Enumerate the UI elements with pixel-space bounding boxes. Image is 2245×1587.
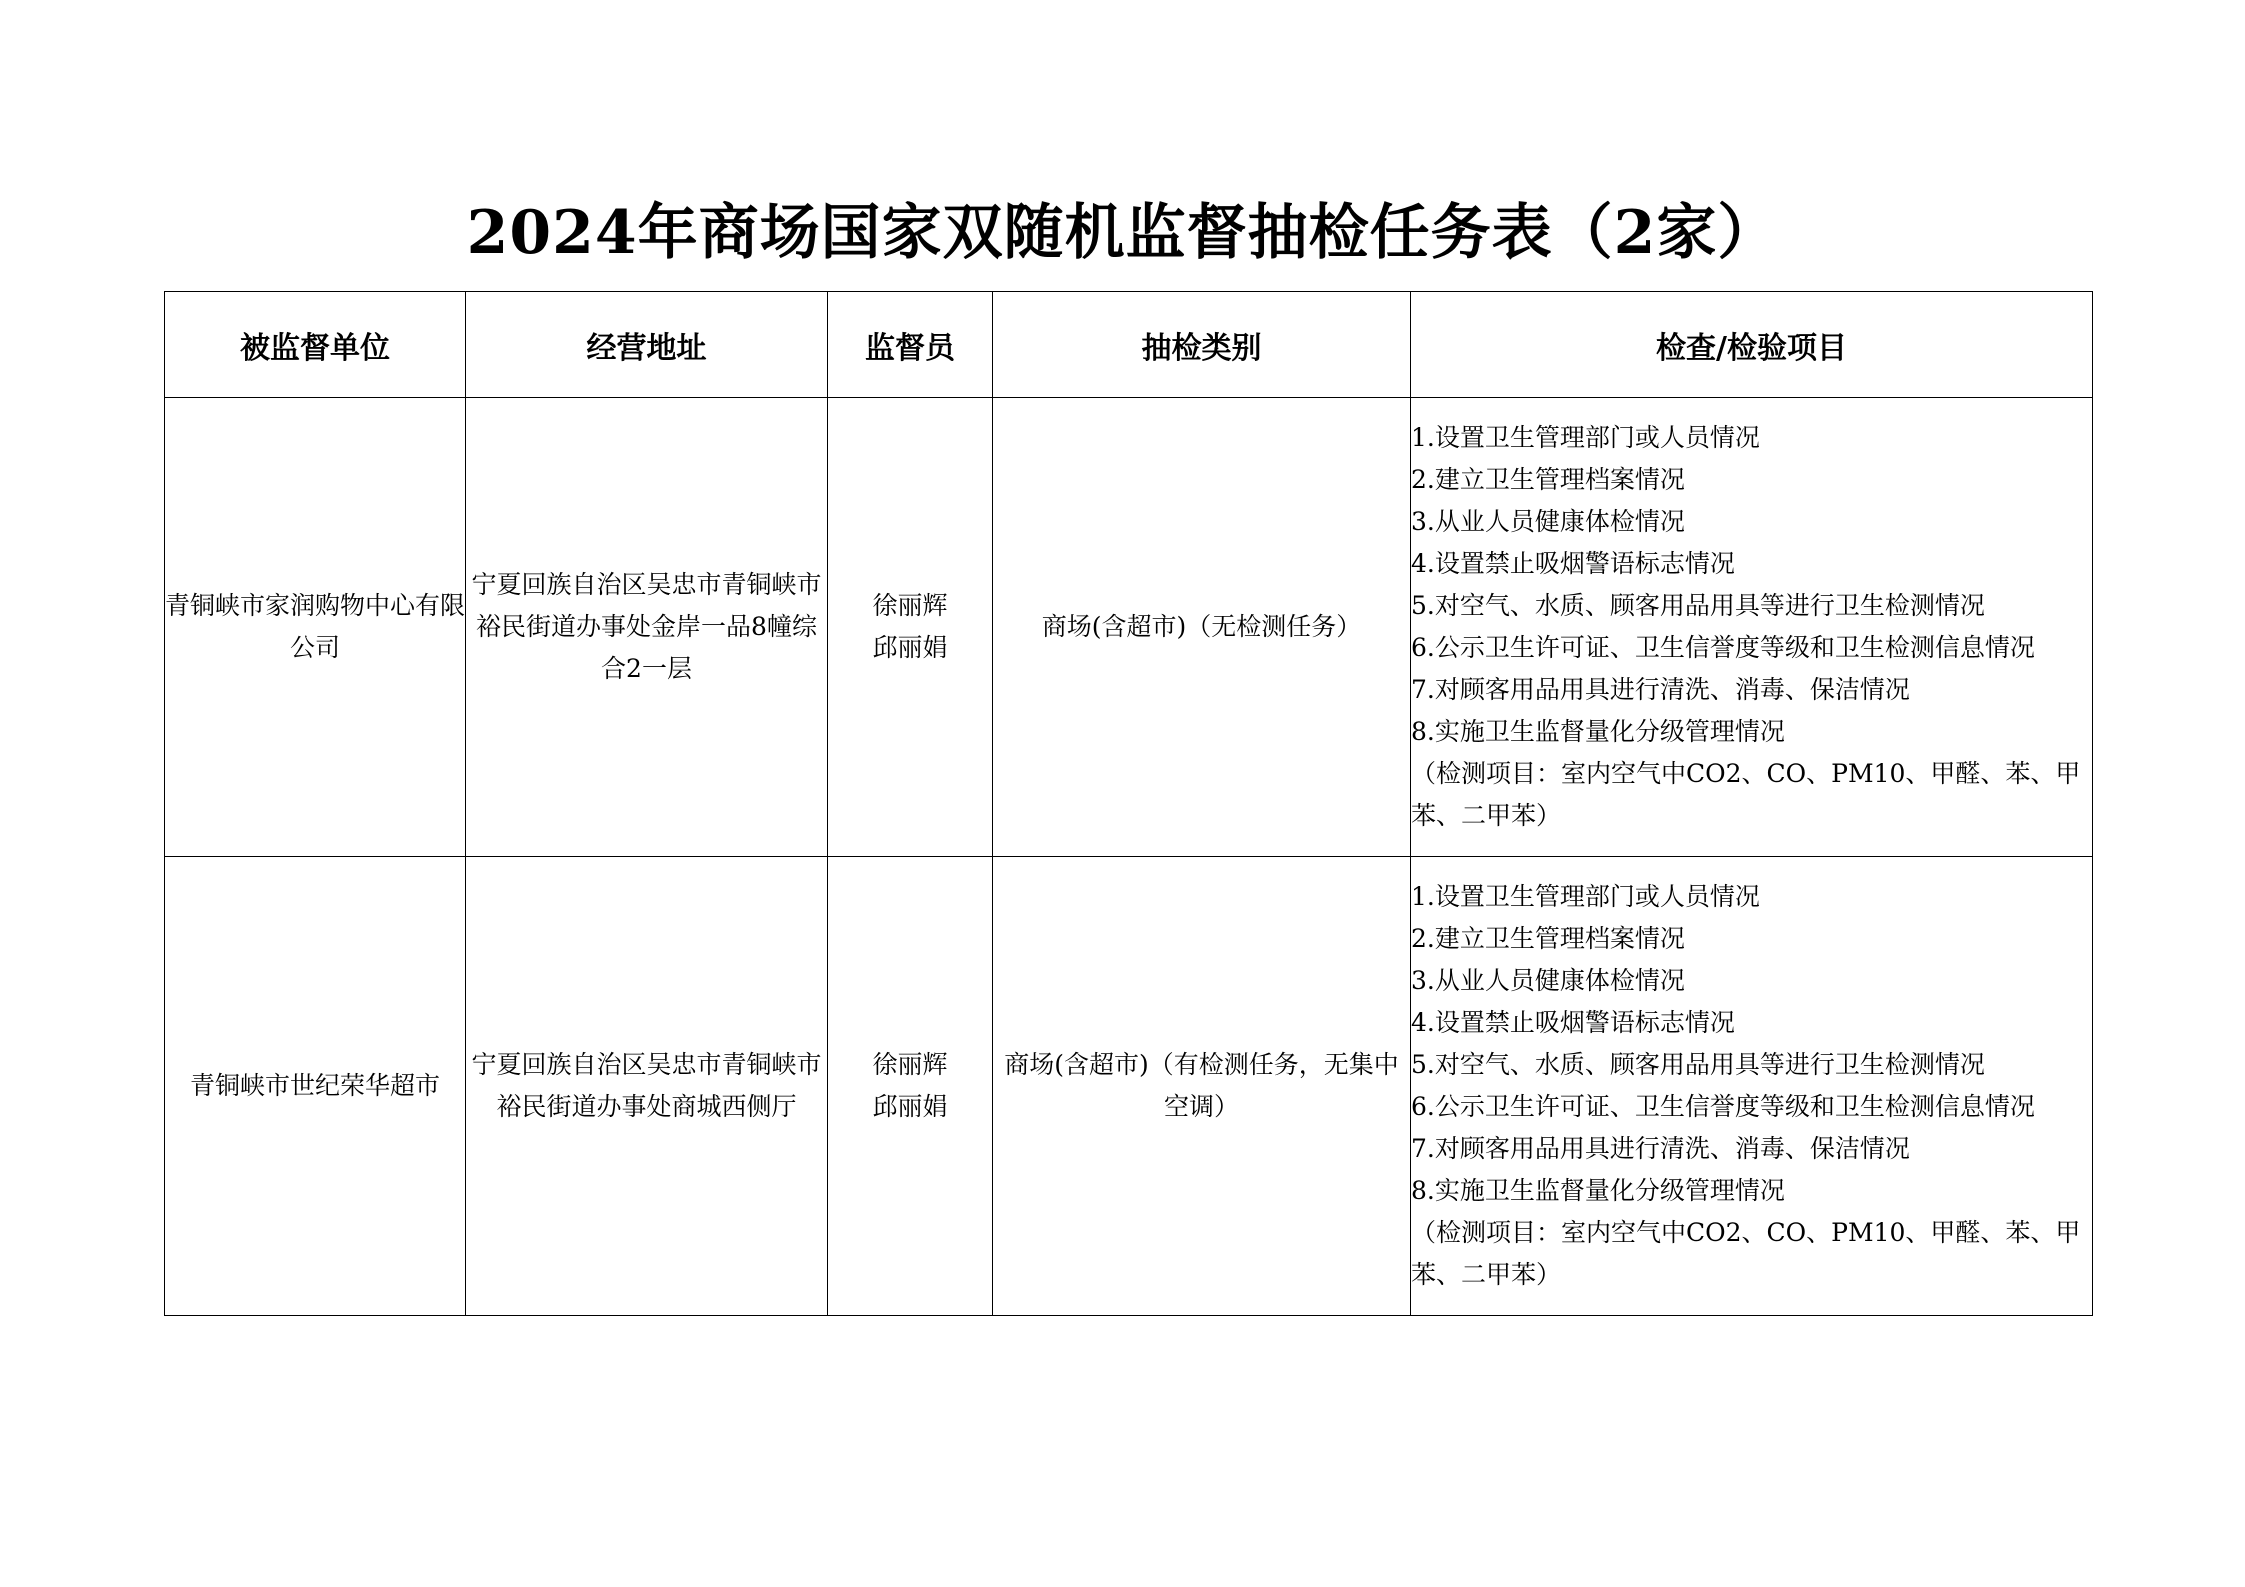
check-item: 8.实施卫生监督量化分级管理情况 [1411, 717, 1785, 746]
check-item: 4.设置禁止吸烟警语标志情况 [1411, 1008, 1735, 1037]
check-item: 1.设置卫生管理部门或人员情况 [1411, 423, 1760, 452]
table-header [165, 292, 2093, 398]
detection-note: （检测项目：室内空气中CO2、CO、PM10、甲醛、苯、甲苯、二甲苯） [1411, 759, 2081, 830]
inspector-name: 邱丽娟 [872, 633, 948, 662]
check-item: 5.对空气、水质、顾客用品用具等进行卫生检测情况 [1411, 591, 1985, 620]
inspector-name: 邱丽娟 [872, 1092, 948, 1121]
address-cell: 宁夏回族自治区吴忠市青铜峡市裕民街道办事处金岸一品8幢综合2一层 [466, 398, 828, 857]
task-table [164, 291, 2093, 1316]
check-item: 6.公示卫生许可证、卫生信誉度等级和卫生检测信息情况 [1411, 633, 2035, 662]
check-item: 2.建立卫生管理档案情况 [1411, 465, 1685, 494]
inspector-name: 徐丽辉 [872, 1050, 948, 1079]
table-body [165, 398, 2093, 1316]
address-cell: 宁夏回族自治区吴忠市青铜峡市裕民街道办事处商城西侧厅 [466, 857, 828, 1316]
header-unit: 被监督单位 [165, 292, 466, 398]
category-cell: 商场(含超市)（无检测任务） [993, 398, 1411, 857]
check-item: 8.实施卫生监督量化分级管理情况 [1411, 1176, 1785, 1205]
items-cell [1411, 398, 2093, 857]
header-row [165, 292, 2093, 398]
header-items: 检查/检验项目 [1411, 292, 2093, 398]
check-item: 3.从业人员健康体检情况 [1411, 966, 1685, 995]
check-item: 5.对空气、水质、顾客用品用具等进行卫生检测情况 [1411, 1050, 1985, 1079]
check-item: 6.公示卫生许可证、卫生信誉度等级和卫生检测信息情况 [1411, 1092, 2035, 1121]
header-category: 抽检类别 [993, 292, 1411, 398]
inspector-name: 徐丽辉 [872, 591, 948, 620]
header-address: 经营地址 [466, 292, 828, 398]
unit-cell: 青铜峡市世纪荣华超市 [165, 857, 466, 1316]
inspector-cell [828, 398, 993, 857]
detection-note: （检测项目：室内空气中CO2、CO、PM10、甲醛、苯、甲苯、二甲苯） [1411, 1218, 2081, 1289]
check-item: 7.对顾客用品用具进行清洗、消毒、保洁情况 [1411, 1134, 1910, 1163]
unit-cell: 青铜峡市家润购物中心有限公司 [165, 398, 466, 857]
check-item: 2.建立卫生管理档案情况 [1411, 924, 1685, 953]
check-item: 3.从业人员健康体检情况 [1411, 507, 1685, 536]
check-item: 7.对顾客用品用具进行清洗、消毒、保洁情况 [1411, 675, 1910, 704]
header-inspector: 监督员 [828, 292, 993, 398]
category-cell: 商场(含超市)（有检测任务，无集中空调） [993, 857, 1411, 1316]
page-title: 2024年商场国家双随机监督抽检任务表（2家） [466, 198, 1779, 268]
check-item: 1.设置卫生管理部门或人员情况 [1411, 882, 1760, 911]
table-row [165, 398, 2093, 857]
inspector-cell [828, 857, 993, 1316]
table-row [165, 857, 2093, 1316]
check-item: 4.设置禁止吸烟警语标志情况 [1411, 549, 1735, 578]
items-cell [1411, 857, 2093, 1316]
